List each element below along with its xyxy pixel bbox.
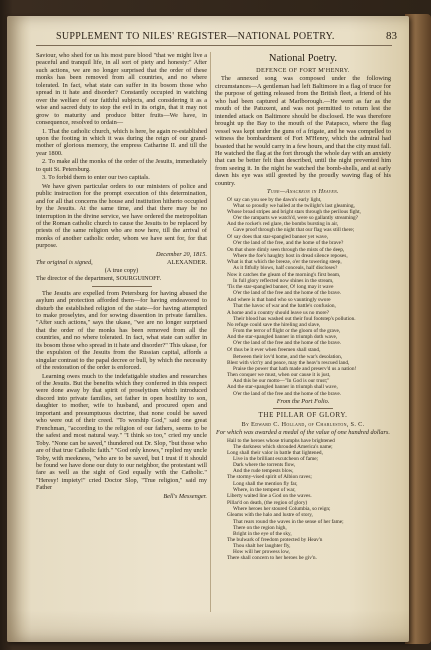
- poem-line: No refuge could save the hireling and slave,: [227, 321, 321, 328]
- poem-line: O'er the land of the free, and the home of the brave?: [233, 239, 344, 246]
- poem-line: Then conquer we must, when our cause it is just,: [227, 372, 331, 379]
- poem-line: Live in the brilliant escutcheon of fame;: [233, 455, 319, 462]
- poem-line: O! say can you see by the dawn's early light,: [227, 196, 322, 203]
- paragraph: Saviour, who shed for us his most pure blood "that we might live a peaceful and tranquil life, in all sort of piety and honesty:" After such actions, we are no longer surprised that the order of these monks has been removed from all countries, and no where tolerated. In fact, what state can suffer in its bosom those who spread in it hate and disorder? Constantly occupied in watching over the welfare of our faithful subjects, and considering it as a wise and sacred duty to stop the evil in its origin, that it may not grow to maturity and produce bitter fruits—We have, in consequence, resolved to ordain—: [36, 52, 207, 127]
- poem-line: Praise the power that hath made and preserv'd us a nation!: [233, 365, 357, 372]
- paragraph: We have given particular orders to our ministers of police and public instruction for the prompt execution of this determination, and for all that concerns the house and institution hitherto occupied by the Jesuits. At the same time, and that there may be no interruption in the divine service, we have ordered the metropolitan of the Roman catholic church to cause the Jesuits to be replaced by priests of the same religion who are now here, till the arrival of monks of another catholic order, whom we have sent for, for that purpose.: [36, 182, 207, 250]
- poem-line: There on the region high,: [233, 524, 287, 531]
- poem-line: How will her prowess low,: [233, 549, 290, 556]
- poem-line: Gave proof through the night that our flag was still there;: [233, 227, 355, 234]
- poem-line: Blest with vict'ry and peace, may the heav'n rescued land,: [227, 359, 350, 366]
- poem-line: What so proudly we hailed at the twilight's last gleaming,: [233, 202, 355, 209]
- poem-line: Hail to the heroes whose triumphs have brightened: [227, 437, 335, 444]
- poem-line: Long shall the mention fly far,: [233, 480, 298, 487]
- poem-line: And where is that band who so vauntingly swore: [227, 297, 331, 304]
- poem-line: There shall concern to her heroes be giv'n.: [227, 555, 317, 562]
- left-column: [36, 52, 207, 602]
- poem-line: Thou shalt her laughter fly,: [233, 543, 291, 550]
- paragraph: The Jesuits are expelled from Petersburg for having abused the asylum and protection afforded them—for having endeavored to disturb the established religion of the state—for having attempted to make proselytes, and for sowing dissention in private families. "After such actions," says the ukase, "we are no longer surprised that the order of the monks has been removed from all the countries, and no where tolerated. In fact, what state can suffer in its bosom those who spread in it hate and disorder?" This ukase, for the expulsion of the Jesuits from the Russian capital, affords a singular contrast to the papal decree or bull, by which the necessity of the restoration of the order is enforced.: [36, 289, 207, 372]
- poem-line: From the terror of flight or the gloom of the grave,: [233, 327, 341, 334]
- poem-line: And the rocket's red glare, the bombs bursting in air,: [227, 221, 339, 228]
- poem-title: THE PILLAR OF GLORY.: [258, 411, 348, 420]
- poem-line: Dark where the torrents flow,: [233, 462, 296, 469]
- poem-line: O'er the land of the free and the home of the brave.: [233, 390, 342, 397]
- header-rule: [36, 45, 392, 46]
- from-source: From the Port Folio.: [276, 397, 330, 405]
- poem-line: And this be our motto—"In God is our trust;": [233, 378, 330, 385]
- poem-line: O! say does that star-spangled banner yet wave,: [227, 233, 329, 240]
- poem-line: A home and a country should leave us no more?: [227, 309, 329, 316]
- poem-stanza: [227, 347, 391, 396]
- paragraph: 3. To forbid them to enter our two capitals.: [42, 174, 150, 182]
- right-column: [215, 52, 391, 632]
- true-copy: (A true copy): [104, 266, 139, 274]
- poem-author: By Edward C. Holland, of Charleston, S. C.: [241, 420, 365, 428]
- poem-line: That the havoc of war and the battle's confusion,: [233, 303, 336, 310]
- poem-title: DEFENCE OF FORT M'HENRY.: [256, 67, 350, 74]
- poem-line: And the star-spangled banner in triumph shall wave,: [227, 384, 338, 391]
- poem-line: Where the foe's haughty host in dread silence reposes,: [233, 253, 348, 260]
- page-number: 83: [386, 30, 397, 42]
- poem-line: Their blood has washed out their foul footstep's pollution.: [233, 315, 356, 322]
- poem-line: The stormy-vised spirit of Albion raves;: [227, 474, 312, 481]
- poem-line: Where, in the tempest of war,: [233, 486, 296, 493]
- poem-line: Now it catches the gleam of the morning's first beam,: [227, 271, 341, 278]
- original-signed: The original is signed,: [36, 259, 93, 267]
- section-separator: [273, 408, 333, 409]
- source-credit: Bell's Messenger.: [163, 492, 207, 500]
- poem-line: The bulwark of freedom protected by Heav'n: [227, 537, 323, 544]
- poem-line: O'er the ramparts we watch'd, were so gallantly streaming?: [233, 215, 359, 222]
- poem-stanza: [227, 197, 391, 246]
- running-header-title: SUPPLEMENT TO NILES' REGISTER—NATIONAL POETRY.: [56, 31, 335, 42]
- poem-note: For which was awarded a medal of the value of one hundred dollars.: [216, 429, 390, 437]
- poem-line: The darkness which shrouded America's name;: [233, 443, 333, 450]
- poem-line: That rears round the waves in the sense of her fame;: [233, 518, 344, 525]
- poem-line: Between their lov'd home, and the war's desolation,: [233, 353, 343, 360]
- director-line: The director of the department, SOURGUINOFF.: [36, 275, 162, 283]
- poem-line: Where heroes her stoured Columbia, so reign;: [233, 506, 331, 513]
- paragraph: 2. To make all the monks of the order of the Jesuits, immediately to quit St. Petersburg.: [36, 158, 207, 173]
- ukase-date: December 20, 1815.: [155, 250, 207, 258]
- poem-line: Whose broad stripes and bright stars through the perilous fight,: [227, 209, 361, 216]
- poem-line: 'Tis the star-spangled banner, O! long may it wave: [227, 283, 334, 290]
- poem-line: Gleams with the halo and lustre of story,: [227, 512, 313, 519]
- poem-line: And the star-spangled banner in triumph doth wave,: [227, 334, 338, 341]
- poem-line: In full glory reflected now shines in the stream,: [233, 277, 334, 284]
- poem-line: Long shall their valor in battle that lightened,: [227, 449, 323, 456]
- poem-line: On that shore dimly seen through the mists of the deep,: [227, 246, 345, 253]
- section-title: National Poetry.: [268, 53, 338, 64]
- signature-line: [36, 259, 207, 266]
- poem-line: O'er the land of the free and the home of the brave.: [233, 340, 342, 347]
- signer-name: ALEXANDER.: [166, 259, 207, 267]
- paragraph: 1. That the catholic church, which is here, be again re-established upon the footing in which it was during the reign of our grand-mother of glorious memory, the empress Catharine II. and till the year 1800.: [36, 127, 207, 157]
- section-separator: [92, 286, 152, 287]
- column-divider: [210, 52, 211, 612]
- poem-line: O! thus be it ever when freemen shall stand,: [227, 347, 321, 354]
- tune-line: Tune—Anacreon in Heaven.: [267, 188, 339, 196]
- poem-line: What is that which the breeze, o'er the towering steep,: [227, 259, 342, 266]
- poem-stanza: [227, 297, 391, 346]
- poem-line: Liberty waited line a God on the waves.: [227, 492, 312, 499]
- poem-line: Bright in the eye of the sky,: [233, 530, 292, 537]
- poem-stanza: [227, 247, 391, 296]
- paragraph: Learning owes much to the indefatigable studies and researches of the Jesuits. But the benefits which they conferred in this respect were done away by that spirit of proselytism which introduced discord into private families, set father in open hostility to son, daughter to mother, wife to husband, and procured open and important and presumptuous doctrine, that none could be saved who were out of their creed. "To worship God," said one great Frenchman, "according to the religion of our fathers, seems to be the safest and most natural way." "I think so too," cried my uncle Toby. "None can be saved," thundered out Dr. Slop, "but those who are of that true Catholic faith." "God only knows," replied my uncle Toby, with meekness, "who are to be saved, but I trust if it should be found we have done our duty to our neighbor, the protestant will fare as well as the sight of God equally with the Catholic." "Heresy! impiety!" cried Doctor Slop, "True religion," said my Father: [36, 372, 207, 492]
- poem-line: Pillar'd on death, (the region of glory): [227, 500, 308, 507]
- poem-stanza: [227, 438, 391, 500]
- paragraph: The annexed song was composed under the following circumstances—A gentleman had left Baltimore in a flag of truce for the purpose of getting released from the British fleet, a friend of his who had been captured at Marlborough.—He went as far as the mouth of the Patuxent, and was not permitted to return lest the intended attack on Baltimore should be disclosed. He was therefore brought up the Bay to the mouth of the Patapsco, where the flag vessel was kept under the guns of a frigate, and he was compelled to witness the bombardment of Fort M'Henry, which the admiral had boasted that he would carry in a few hours, and that the city must fall. He watched the flag at the fort through the whole day with an anxiety that can be better felt than described, until the night prevented him from seeing it. In the night he watched the bomb-shells, and at early dawn his eye was still greeted by the proudly waving flag of his country.: [215, 75, 391, 187]
- poem-line: As it fitfully blows, half conceals, half discloses?: [233, 265, 338, 272]
- poem-stanza: [227, 500, 391, 562]
- poem-line: O'er the land of the free and the home of the brave.: [233, 290, 342, 297]
- page-shadow: [7, 610, 409, 642]
- poem-line: And the rude tempests blow,: [233, 468, 294, 475]
